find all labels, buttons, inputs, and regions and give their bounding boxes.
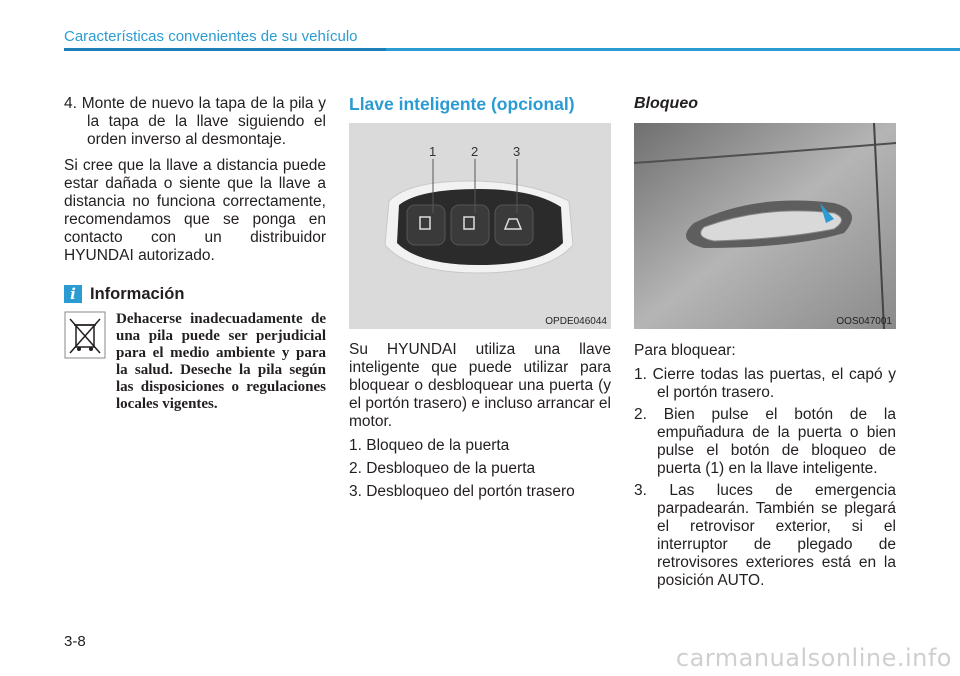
column-2-body [349,341,611,506]
list-item: 1. Cierre todas las puertas, el capó y el portón trasero. [634,366,896,401]
list-item: 2. Desbloqueo de la puerta [349,460,536,477]
section-header: Características convenientes de su vehículo [64,28,358,45]
lock-intro: Para bloquear: [634,342,736,359]
header-rule-accent [64,48,386,51]
battery-disposal-icon [64,311,106,413]
door-handle-figure [634,123,896,329]
list-item: 2. Bien pulse el botón de la empuñadura de la puerta o bien pulse el botón de bloqueo de puerta (1) en la llave inteligente. [634,406,896,477]
figure-caption: OPDE046044 [545,316,607,327]
watermark: carmanualsonline.info [675,644,952,672]
list-item: 3. Las luces de emergencia parpadearán. También se plegará el retrovisor exterior, si el interruptor de plegado de retrovisores exteriores está en la posición AUTO. [634,482,896,589]
callout-2: 2 [471,144,479,159]
info-heading [64,285,326,303]
callout-1: 1 [429,144,437,159]
smart-key-paragraph: Su HYUNDAI utiliza una llave inteligente que puede utilizar para bloquear o desbloquear una puerta (y el portón trasero) e incluso arrancar el motor. [349,341,611,430]
page-number: 3-8 [64,633,86,650]
list-item: 3. Desbloqueo del portón trasero [349,483,575,500]
list-item: 1. Bloqueo de la puerta [349,437,510,454]
figure-caption: OOS047001 [836,316,892,327]
column-3 [634,95,896,113]
info-text: Dehacerse inadecuadamente de una pila puede ser perjudicial para el medio ambiente y para la salud. Deseche la pila según las disposiciones o regulaciones locales vigentes. [116,311,326,412]
smart-key-figure [349,123,611,329]
lock-title: Bloqueo [634,95,698,112]
column-1 [64,95,326,413]
step-4: 4. Monte de nuevo la tapa de la pila y la tapa de la llave siguiendo el orden inverso al desmontaje. [64,95,326,148]
callout-3: 3 [513,144,521,159]
smart-key-title: Llave inteligente (opcional) [349,94,575,114]
info-box [64,311,326,413]
column-2 [349,95,611,113]
info-title: Información [90,285,185,303]
column-3-body [634,342,896,594]
info-icon: i [64,285,82,303]
remote-key-paragraph: Si cree que la llave a distancia puede estar dañada o siente que la llave a distancia no funciona correctamente, recomendamos que se ponga en contacto con un distribuidor HYUNDAI autorizado. [64,157,326,264]
